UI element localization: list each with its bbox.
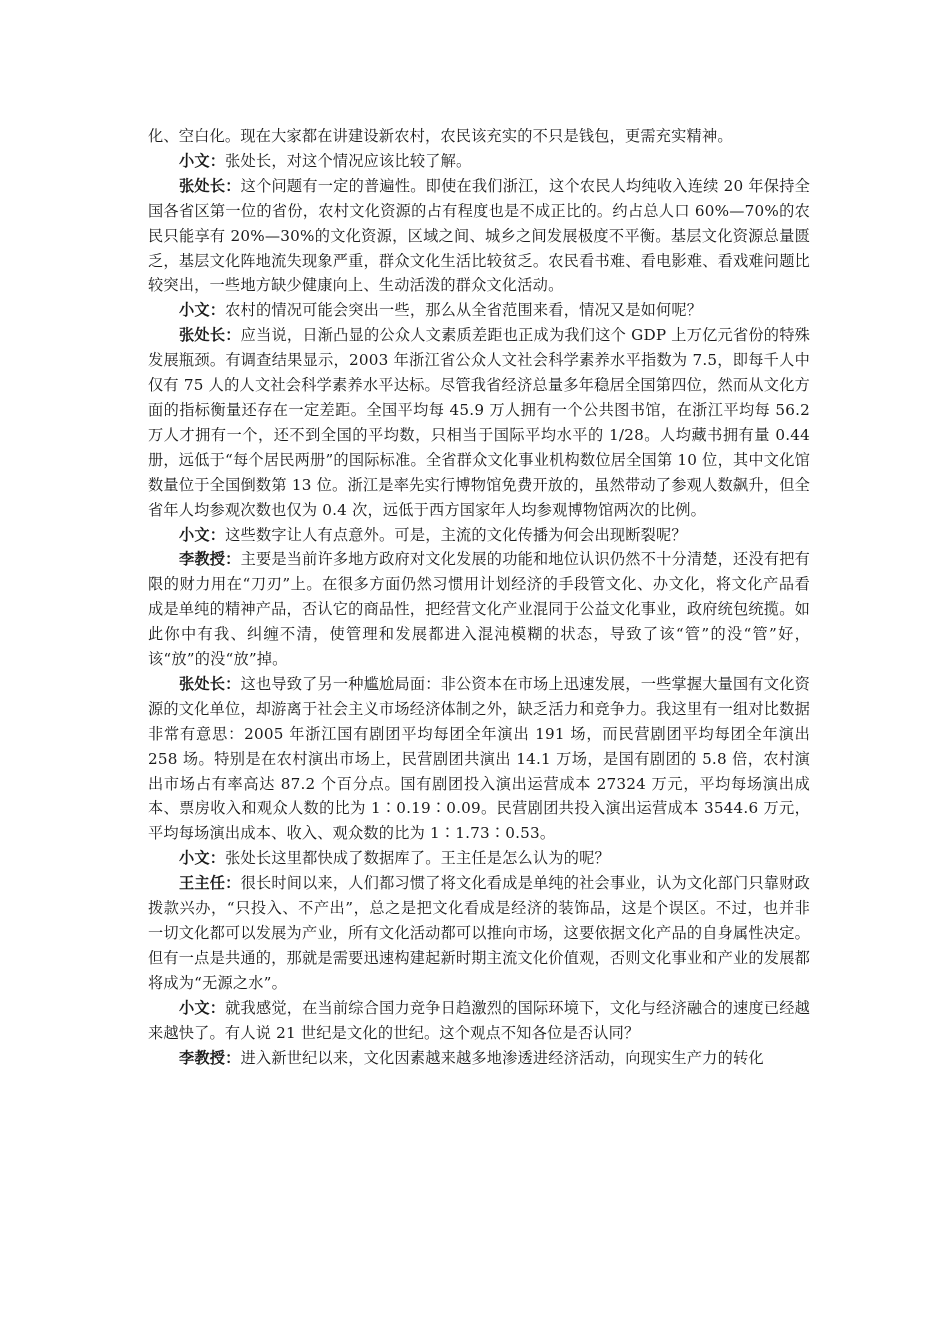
paragraph-text: 就我感觉，在当前综合国力竞争日趋激烈的国际环境下，文化与经济融合的速度已经越来越快了。有人说 21 世纪是文化的世纪。这个观点不知各位是否认同？ [148, 998, 810, 1042]
dialogue-paragraph [148, 1046, 810, 1071]
speaker-label: 小文： [179, 151, 226, 170]
speaker-label: 小文： [179, 525, 226, 544]
dialogue-paragraph [148, 547, 810, 672]
speaker-label: 张处长： [179, 674, 241, 693]
dialogue-paragraph [148, 523, 810, 548]
speaker-label: 李教授： [179, 550, 241, 569]
paragraph-text: 化、空白化。现在大家都在讲建设新农村，农民该充实的不只是钱包，更需充实精神。 [148, 127, 733, 145]
speaker-label: 小文： [179, 998, 226, 1017]
paragraph-text: 农村的情况可能会突出一些，那么从全省范围来看，情况又是如何呢？ [225, 301, 703, 320]
dialogue-paragraph [148, 672, 810, 846]
dialogue-paragraph [148, 871, 810, 996]
paragraph-text: 应当说，日渐凸显的公众人文素质差距也正成为我们这个 GDP 上万亿元省份的特殊发展瓶颈。有调查结果显示，2003 年浙江省公众人文社会科学素养水平指数为 7.5，即每千人中仅有 75 人的人文社会科学素养水平达标。尽管我省经济总量多年稳居全国第四位，然而从文化方面的指标衡量还存在一定差距。全国平均每 45.9 万人拥有一个公共图书馆，在浙江平均每 56.2 万人才拥有一个，还不到全国的平均数，只相当于国际平均水平的 1/28。人均藏书拥有量 0.44 册，远低于“每个居民两册”的国际标准。全省群众文化事业机构数位居全国第 10 位，其中文化馆数量位于全国倒数第 13 位。浙江是率先实行博物馆免费开放的，虽然带动了参观人数飙升，但全省年人均参观次数也仅为 0.4 次，远低于西方国家年人均参观博物馆两次的比例。 [148, 326, 810, 519]
paragraph-text: 这个问题有一定的普遍性。即使在我们浙江，这个农民人均纯收入连续 20 年保持全国各省区第一位的省份，农村文化资源的占有程度也是不成正比的。约占总人口 60%—70%的农民只能享有 20%—30%的文化资源，区域之间、城乡之间发展极度不平衡。基层文化资源总量匮乏，基层文化阵地流失现象严重，群众文化生活比较贫乏。农民看书难、看电影难、看戏难问题比较突出，一些地方缺少健康向上、生动活泼的群众文化活动。 [148, 176, 810, 295]
speaker-label: 张处长： [179, 176, 241, 195]
speaker-label: 小文： [179, 301, 226, 320]
paragraph-text: 张处长，对这个情况应该比较了解。 [225, 151, 472, 170]
speaker-label: 小文： [179, 849, 226, 868]
dialogue-paragraph [148, 996, 810, 1046]
speaker-label: 王主任： [179, 874, 241, 893]
dialogue-paragraph [148, 323, 810, 522]
document-page [148, 124, 810, 1070]
speaker-label: 李教授： [179, 1048, 241, 1067]
paragraph-text: 张处长这里都快成了数据库了。王主任是怎么认为的呢？ [225, 849, 610, 868]
paragraph-text: 这些数字让人有点意外。可是，主流的文化传播为何会出现断裂呢？ [225, 525, 687, 544]
paragraph-text: 主要是当前许多地方政府对文化发展的功能和地位认识仍然不十分清楚，还没有把有限的财力用在“刀刃”上。在很多方面仍然习惯用计划经济的手段管文化、办文化，将文化产品看成是单纯的精神产品，否认它的商品性，把经营文化产业混同于公益文化事业，政府统包统揽。如此你中有我、纠缠不清，使管理和发展都进入混沌模糊的状态，导致了该“管”的没“管”好，该“放”的没“放”掉。 [148, 550, 810, 669]
paragraph-continuation [148, 124, 810, 149]
paragraph-text: 很长时间以来，人们都习惯了将文化看成是单纯的社会事业，认为文化部门只靠财政拨款兴办，“只投入、不产出”，总之是把文化看成是经济的装饰品，这是个误区。不过，也并非一切文化都可以发展为产业，所有文化活动都可以推向市场，这要依据文化产品的自身属性决定。但有一点是共通的，那就是需要迅速构建起新时期主流文化价值观，否则文化事业和产业的发展都将成为“无源之水”。 [148, 874, 810, 992]
paragraph-text: 这也导致了另一种尴尬局面：非公资本在市场上迅速发展，一些掌握大量国有文化资源的文化单位，却游离于社会主义市场经济体制之外，缺乏活力和竞争力。我这里有一组对比数据非常有意思：2005 年浙江国有剧团平均每团全年演出 191 场，而民营剧团平均每团全年演出 258 场。特别是在农村演出市场上，民营剧团共演出 14.1 万场，是国有剧团的 5.8 倍，农村演出市场占有率高达 87.2 个百分点。国有剧团投入演出运营成本 27324 万元，平均每场演出成本、票房收入和观众人数的比为 1∶0.19∶0.09。民营剧团共投入演出运营成本 3544.6 万元，平均每场演出成本、收入、观众数的比为 1∶1.73∶0.53。 [148, 674, 810, 843]
paragraph-text: 进入新世纪以来，文化因素越来越多地渗透进经济活动，向现实生产力的转化 [240, 1048, 764, 1067]
dialogue-paragraph [148, 846, 810, 871]
dialogue-paragraph [148, 149, 810, 174]
dialogue-paragraph [148, 174, 810, 299]
speaker-label: 张处长： [179, 326, 241, 345]
dialogue-paragraph [148, 298, 810, 323]
